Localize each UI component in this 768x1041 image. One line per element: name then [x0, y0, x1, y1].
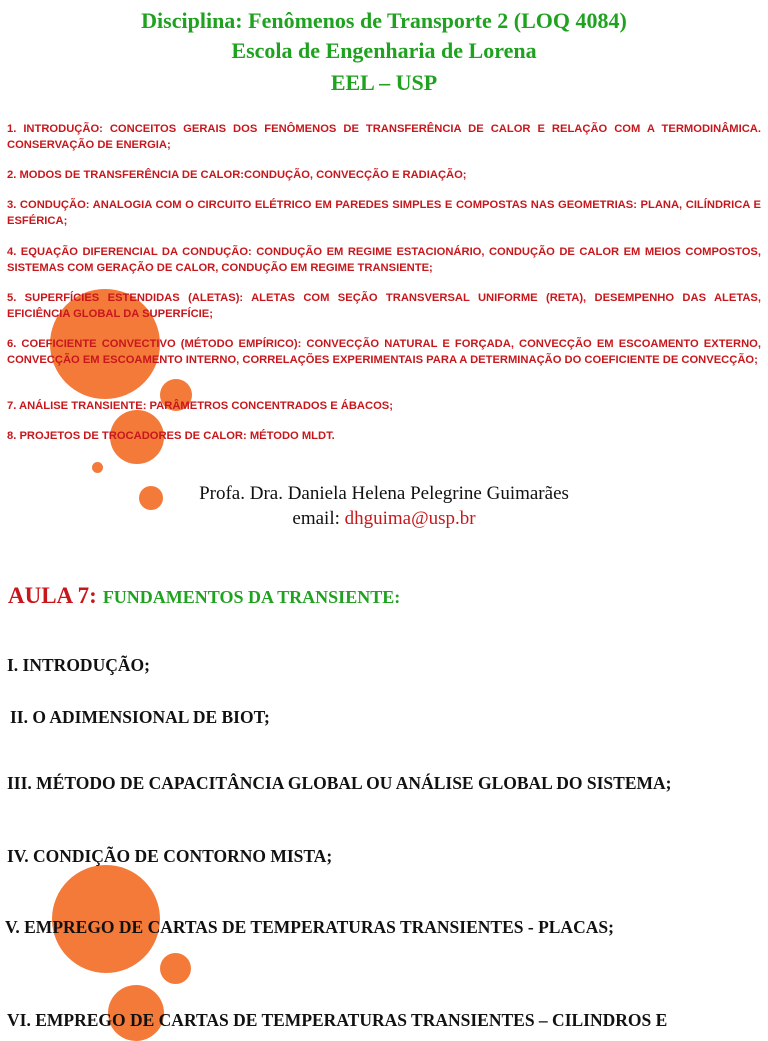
syllabus-topic: 5. SUPERFÍCIES ESTENDIDAS (ALETAS): ALETAS COM SEÇÃO TRANSVERSAL UNIFORME (RETA), DESEMPENHO DAS ALETAS, EFICIÊNCIA GLOBAL DA SUPERFÍCIE; — [7, 292, 761, 320]
syllabus-topic: 3. CONDUÇÃO: ANALOGIA COM O CIRCUITO ELÉTRICO EM PAREDES SIMPLES E COMPOSTAS NAS GEOMETRIAS: PLANA, CILÍNDRICA E ESFÉRICA; — [7, 199, 761, 227]
lesson-item: II. O ADIMENSIONAL DE BIOT; — [10, 707, 270, 727]
syllabus-topic: 6. COEFICIENTE CONVECTIVO (MÉTODO EMPÍRICO): CONVECÇÃO NATURAL E FORÇADA, CONVECÇÃO EM ESCOAMENTO EXTERNO, CONVECÇÃO EM ESCOAMENTO INTERNO, CORRELAÇÕES EXPERIMENTAIS PARA A DETERMINAÇÃO DO COEFICIENTE DE CONVECÇÃO; — [7, 338, 761, 366]
syllabus-topic: 1. INTRODUÇÃO: CONCEITOS GERAIS DOS FENÔMENOS DE TRANSFERÊNCIA DE CALOR E RELAÇÃO COM A TERMODINÂMICA. CONSERVAÇÃO DE ENERGIA; — [7, 123, 761, 151]
lesson-number: AULA 7: — [8, 583, 97, 608]
professor-email-line — [0, 508, 768, 530]
lesson-item: III. MÉTODO DE CAPACITÂNCIA GLOBAL OU ANÁLISE GLOBAL DO SISTEMA; — [7, 773, 672, 793]
email-link[interactable]: dhguima@usp.br — [344, 508, 476, 529]
school-name: Escola de Engenharia de Lorena — [231, 38, 537, 63]
lesson-item: VI. EMPREGO DE CARTAS DE TEMPERATURAS TRANSIENTES – CILINDROS E — [7, 1010, 668, 1030]
lesson-item: IV. CONDIÇÃO DE CONTORNO MISTA; — [7, 846, 333, 866]
course-title: Disciplina: Fenômenos de Transporte 2 (LOQ 4084) — [141, 8, 627, 33]
syllabus-topic: 4. EQUAÇÃO DIFERENCIAL DA CONDUÇÃO: CONDUÇÃO EM REGIME ESTACIONÁRIO, CONDUÇÃO DE CALOR EM MEIOS COMPOSTOS, SISTEMAS COM GERAÇÃO DE CALOR, CONDUÇÃO EM REGIME TRANSIENTE; — [7, 246, 761, 274]
syllabus-topic: 8. PROJETOS DE TROCADORES DE CALOR: MÉTODO MLDT. — [7, 430, 335, 442]
syllabus-topic: 2. MODOS DE TRANSFERÊNCIA DE CALOR:CONDUÇÃO, CONVECÇÃO E RADIAÇÃO; — [7, 169, 467, 181]
lesson-item: I. INTRODUÇÃO; — [7, 655, 150, 675]
syllabus-topic: 7. ANÁLISE TRANSIENTE: PARÂMETROS CONCENTRADOS E ÁBACOS; — [7, 400, 393, 412]
lesson-title: FUNDAMENTOS DA TRANSIENTE: — [102, 587, 401, 607]
lesson-heading — [8, 583, 400, 609]
school-acronym: EEL – USP — [330, 70, 438, 95]
email-label: email: — [292, 508, 340, 529]
lesson-item: V. EMPREGO DE CARTAS DE TEMPERATURAS TRANSIENTES - PLACAS; — [5, 917, 614, 937]
professor-name: Profa. Dra. Daniela Helena Pelegrine Guimarães — [199, 483, 569, 504]
